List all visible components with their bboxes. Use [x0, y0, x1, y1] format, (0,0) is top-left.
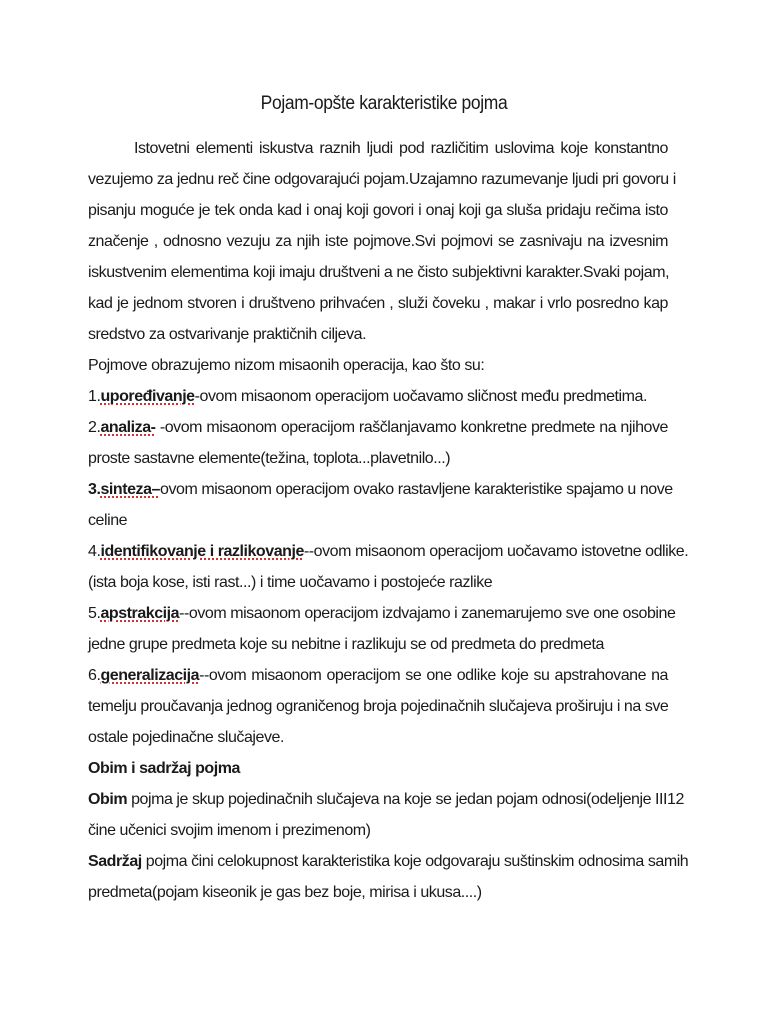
- list-item: [88, 536, 689, 567]
- definition-text: pojma čini celokupnost karakteristika koje odgovaraju suštinskim odnosima samih: [141, 853, 689, 870]
- item-continuation: jedne grupe predmeta koje su nebitne i razlikuju se od predmeta do predmeta: [88, 636, 604, 653]
- item-text: -ovom misaonom operacijom raščlanjavamo konkretne predmete na njihove: [155, 419, 668, 436]
- item-continuation: celine: [88, 512, 128, 529]
- definition-term: Sadržaj: [88, 853, 142, 870]
- item-text: ovom misaonom operacijom ovako rastavljene karakteristike spajamo u nove: [160, 481, 673, 498]
- item-number: 4.: [88, 543, 101, 560]
- item-text: --ovom misaonom operacijom se one odlike koje su apstrahovane na: [199, 667, 668, 684]
- item-term: apstrakcija: [100, 605, 180, 622]
- item-continuation: ostale pojedinačne slučajeve.: [88, 729, 284, 746]
- item-term: analiza-: [100, 419, 156, 436]
- item-continuation: temelju proučavanja jednog ograničenog broja pojedinačnih slučajeva proširuju i na sve: [88, 698, 669, 715]
- item-term: sinteza–: [100, 481, 160, 498]
- list-item: [88, 660, 668, 691]
- paragraph-line: sredstvo za ostvarivanje praktičnih ciljeva.: [88, 326, 367, 343]
- page-title: Pojam-opšte karakteristike pojma: [260, 93, 508, 114]
- item-term: identifikovanje i razlikovanje: [100, 543, 304, 560]
- item-continuation: proste sastavne elemente(težina, toplota...plavetnilo...): [88, 450, 451, 467]
- paragraph-line: pisanju moguće je tek onda kad i onaj koji govori i onaj koji ga sluša pridaju rečima isto: [88, 202, 668, 219]
- item-text: --ovom misaonom operacijom izdvajamo i zanemarujemo sve one osobine: [179, 605, 676, 622]
- definition-continuation: predmeta(pojam kiseonik je gas bez boje, mirisa i ukusa....): [88, 884, 482, 901]
- definition-sadrzaj: [88, 846, 689, 877]
- item-term: generalizacija: [100, 667, 200, 684]
- paragraph-line: Istovetni elementi iskustva raznih ljudi pod različitim uslovima koje konstantno: [134, 140, 668, 157]
- list-item: [88, 412, 668, 443]
- paragraph-line: vezujemo za jednu reč čine odgovarajući pojam.Uzajamno razumevanje ljudi pri govoru i: [88, 171, 676, 188]
- definition-text: pojma je skup pojedinačnih slučajeva na koje se jedan pojam odnosi(odeljenje III12: [127, 791, 684, 808]
- item-number: 5.: [88, 605, 101, 622]
- intro-line: Pojmove obrazujemo nizom misaonih operacija, kao što su:: [88, 357, 485, 374]
- item-number: 2.: [88, 419, 101, 436]
- item-number: 1.: [88, 388, 101, 405]
- item-text: --ovom misaonom operacijom uočavamo istovetne odlike.: [303, 543, 689, 560]
- item-term: upoređivanje: [100, 388, 195, 405]
- item-number: 3.: [88, 481, 101, 498]
- section-heading: Obim i sadržaj pojma: [88, 760, 240, 777]
- list-item: [88, 474, 673, 505]
- definition-term: Obim: [88, 791, 128, 808]
- item-continuation: (ista boja kose, isti rast...) i time uočavamo i postojeće razlike: [88, 574, 493, 591]
- paragraph-line: značenje , odnosno vezuju za njih iste pojmove.Svi pojmovi se zasnivaju na izvesnim: [88, 233, 668, 250]
- item-text: -ovom misaonom operacijom uočavamo sličnost među predmetima.: [194, 388, 647, 405]
- definition-continuation: čine učenici svojim imenom i prezimenom): [88, 822, 371, 839]
- paragraph-line: iskustvenim elementima koji imaju društveni a ne čisto subjektivni karakter.Svaki pojam,: [88, 264, 670, 281]
- definition-obim: [88, 784, 684, 815]
- item-number: 6.: [88, 667, 101, 684]
- list-item: [88, 598, 676, 629]
- list-item: [88, 381, 668, 412]
- document-body: [88, 133, 689, 908]
- paragraph-line: kad je jednom stvoren i društveno prihvaćen , služi čoveku , makar i vrlo posredno kap: [88, 295, 668, 312]
